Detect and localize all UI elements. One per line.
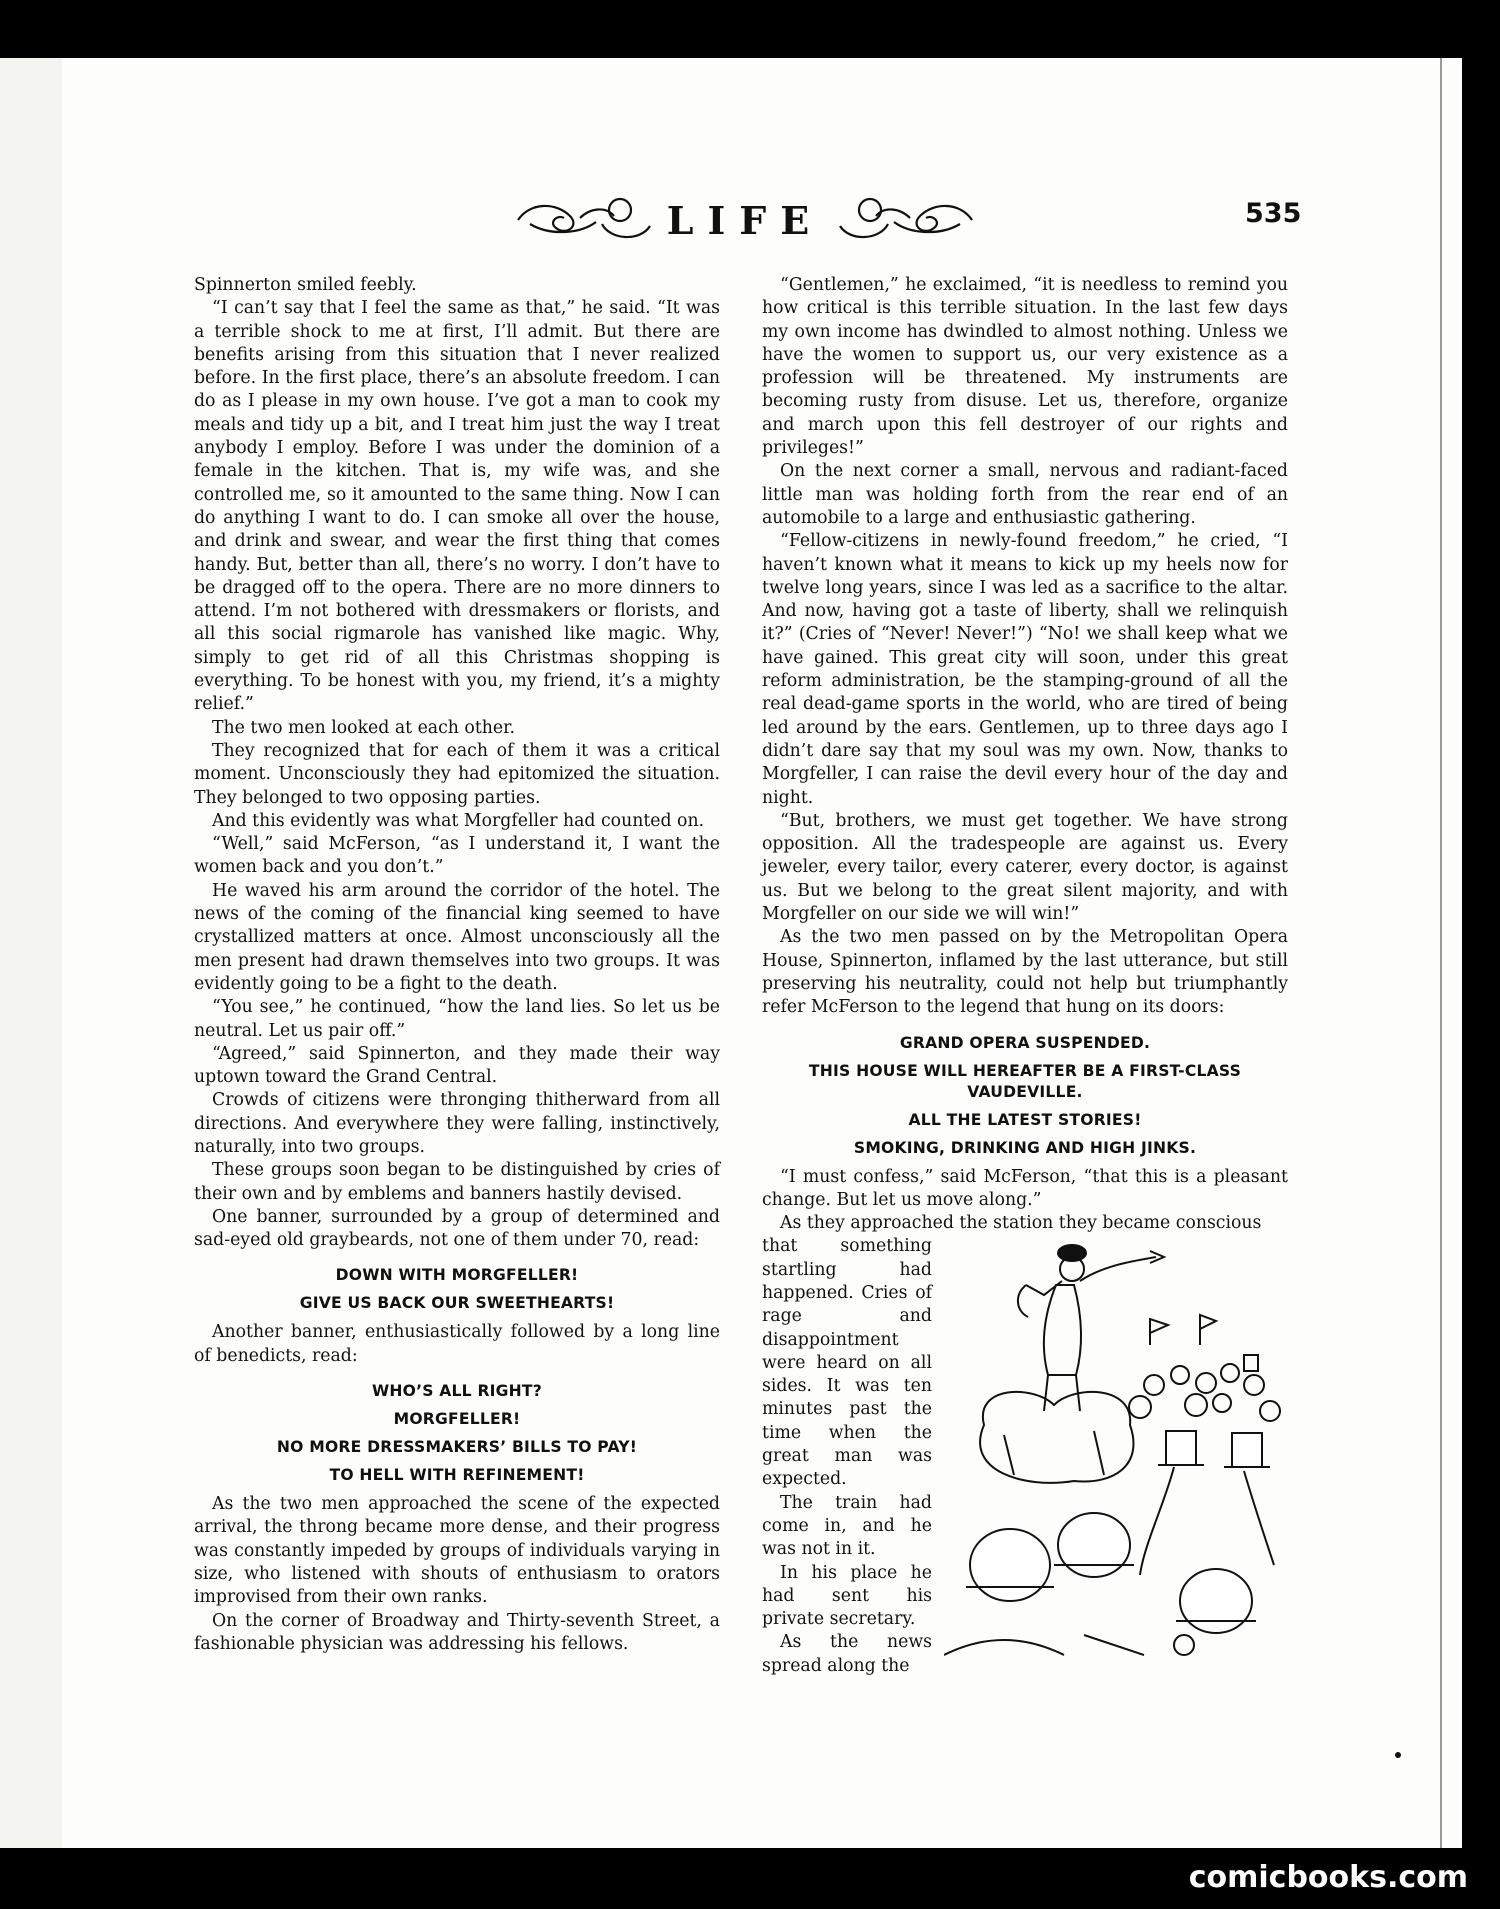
facing-page-edge [0,58,65,1848]
paragraph: Another banner, enthusiastically followed by a long line of benedicts, read: [194,1322,720,1366]
banner-headline: GIVE US BACK OUR SWEETHEARTS! [299,1294,615,1313]
paragraph: The train had come in, and he was not in it. [762,1492,932,1560]
banner-headline: WHO’S ALL RIGHT? [371,1382,542,1401]
opera-sign-line: THIS HOUSE WILL HEREAFTER BE A FIRST-CLASS VAUDEVILLE. [808,1061,1242,1101]
banner-headline: DOWN WITH MORGFELLER! [335,1266,579,1285]
page-number: 535 [1245,198,1302,229]
paragraph: They recognized that for each of them it was a critical moment. Unconsciously they had epitomized the situation. They belonged to two opposing parties. [194,740,720,808]
paragraph: On the corner of Broadway and Thirty-seventh Street, a fashionable physician was addressing his fellows. [194,1610,720,1654]
paragraph: “But, brothers, we must get together. We have strong opposition. All the tradespeople are against us. Every jeweler, every tailor, every caterer, every doctor, is against us. But we belong to the great silent majority, and with Morgfeller on our side we will win!” [762,810,1288,925]
paragraph: Crowds of citizens were thronging thitherward from all directions. And everywhere they were falling, instinctively, naturally, into two groups. [194,1090,720,1157]
paragraph: “Fellow-citizens in newly-found freedom,” he cried, “I haven’t known what it means to kick up my heels now for twelve long years, since I was led as a sacrifice to the altar. And now, having got a taste of liberty, shall we relinquish it?” (Cries of “Never! Never!”) “No! we shall keep what we have gained. This great city will soon, under this great reform administration, be the stamping-ground of all the real dead-game sports in the world, who are tired of being led around by the ears. Gentlemen, up to three days ago I didn’t dare say that my soul was my own. Now, thanks to Morgfeller, I can raise the devil every hour of the day and night. [762,531,1288,808]
crowd-orator-illustration [944,1235,1290,1667]
banner-headline: NO MORE DRESSMAKERS’ BILLS TO PAY! [276,1438,638,1457]
masthead-text: LIFE [666,198,824,243]
right-column [762,274,1288,1678]
paragraph: “I must confess,” said McFerson, “that this is a pleasant change. But let us move along.” [762,1166,1288,1210]
paragraph: Spinnerton smiled feebly. [194,275,417,295]
paragraph: On the next corner a small, nervous and radiant-faced little man was holding forth from the rear end of an automobile to a large and enthusiastic gathering. [762,461,1288,528]
paragraph: These groups soon began to be distinguished by cries of their own and by emblems and banners hastily devised. [194,1160,720,1204]
opera-sign-line: GRAND OPERA SUSPENDED. [899,1033,1151,1052]
paragraph: “Gentlemen,” he exclaimed, “it is needless to remind you how critical is this terrible situation. In the last few days my own income has dwindled to almost nothing. Unless we have the women to support us, our very existence as a profession will be threatened. My instruments are becoming rusty from disuse. Let us, therefore, organize and march upon this fell destroyer of our rights and privileges!” [762,275,1288,459]
banner-headline: MORGFELLER! [393,1410,521,1429]
paragraph: In his place he had sent his private secretary. [762,1562,932,1630]
opera-sign-line: SMOKING, DRINKING AND HIGH JINKS. [853,1138,1197,1157]
left-column [194,274,720,1656]
paragraph: “Well,” said McFerson, “as I understand it, I want the women back and you don’t.” [194,834,720,878]
speck [1395,1752,1401,1758]
paragraph: “Agreed,” said Spinnerton, and they made their way uptown toward the Grand Central. [194,1043,720,1088]
paragraph: “You see,” he continued, “how the land lies. So let us be neutral. Let us pair off.” [194,997,720,1041]
watermark: comicbooks.com [1188,1860,1468,1895]
paragraph: One banner, surrounded by a group of determined and sad-eyed old graybeards, not one of them under 70, read: [194,1206,720,1251]
paragraph: As the two men approached the scene of the expected arrival, the throng became more dense, and their progress was constantly impeded by groups of individuals varying in size, who listened with shouts of enthusiasm to orators improvised from their own ranks. [194,1494,720,1608]
life-masthead-logo [510,188,980,250]
paragraph: And this evidently was what Morgfeller had counted on. [212,810,705,831]
paragraph: that something startling had happened. Cries of rage and disappointment were heard on all sides. It was ten minutes past the time when the great man was expected. [762,1236,932,1490]
paragraph: “I can’t say that I feel the same as that,” he said. “It was a terrible shock to me at first, I’ll admit. But there are benefits arising from this situation that I never realized before. In the first place, there’s an absolute freedom. I can do as I please in my own house. I’ve got a man to cook my meals and tidy up a bit, and I treat him just the way I treat anybody I employ. Before I was under the dominion of a female in the kitchen. That is, my wife was, and she controlled me, so it amounted to the same thing. Now I can do anything I want to do. I can smoke all over the house, and drink and swear, and wear the first thing that comes handy. But, better than all, there’s no worry. I don’t have to be dragged off to the opera. There are no more dinners to attend. I’m not bothered with dressmakers or florists, and all this social rigmarole has vanished like magic. Why, simply to get rid of all this Christmas shopping is everything. To be honest with you, my friend, it’s a mighty relief.” [194,298,720,715]
paragraph: The two men looked at each other. [212,717,515,738]
paragraph: As they approached the station they became conscious [780,1213,1262,1234]
illustration-wrap-section [762,1235,1288,1678]
opera-sign-line: ALL THE LATEST STORIES! [908,1110,1142,1129]
page-edge-right [1440,58,1462,1848]
paragraph: As the news spread along the [762,1632,932,1676]
paragraph: He waved his arm around the corridor of the hotel. The news of the coming of the financial king seemed to have crystallized matters at once. Almost unconsciously all the men present had drawn themselves into two groups. It was evidently going to be a fight to the death. [194,880,720,994]
banner-headline: TO HELL WITH REFINEMENT! [329,1466,585,1485]
paragraph: As the two men passed on by the Metropolitan Opera House, Spinnerton, inflamed by the last utterance, but still preserving his neutrality, could not help but triumphantly refer McFerson to the legend that hung on its doors: [762,927,1288,1018]
